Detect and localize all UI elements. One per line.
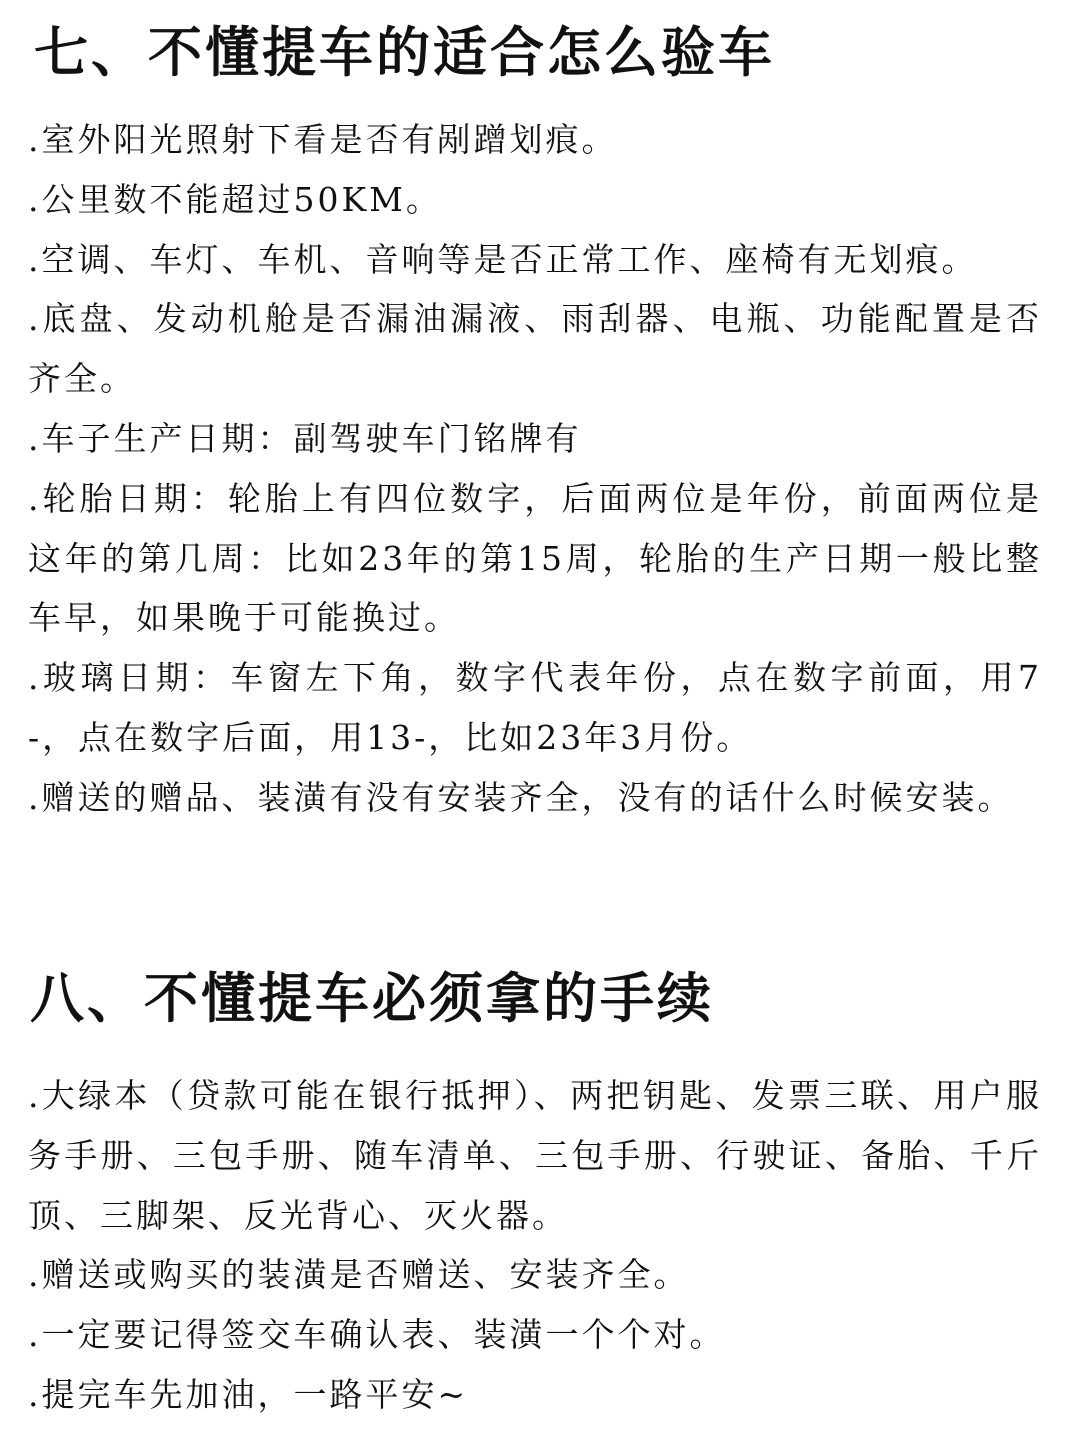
document-item-refuel: .提完车先加油，一路平安~ <box>28 1374 469 1414</box>
inspection-item-tire-date: .轮胎日期：轮胎上有四位数字，后面两位是年份，前面两位是这年的第几周：比如23年的第15周，轮胎的生产日期一般比整车早，如果晚于可能换过。 <box>28 478 1042 638</box>
document-item-decorations: .赠送或购买的装潢是否赠送、安装齐全。 <box>28 1255 690 1295</box>
document-item-papers: .大绿本（贷款可能在银行抵押）、两把钥匙、发票三联、用户服务手册、三包手册、随车清单、三包手册、行驶证、备胎、千斤顶、三脚架、反光背心、灭火器。 <box>28 1076 1042 1235</box>
section-8-title: 八、不懂提车必须拿的手续 <box>30 967 714 1030</box>
inspection-item-production-date: .车子生产日期：副驾驶车门铭牌有 <box>28 418 582 458</box>
inspection-item-paint: .室外阳光照射下看是否有剐蹭划痕。 <box>28 120 618 159</box>
section-7-checklist <box>28 110 1042 828</box>
section-7-title: 七、不懂提车的适合怎么验车 <box>34 21 775 84</box>
document-item-confirmation-form: .一定要记得签交车确认表、装潢一个个对。 <box>28 1315 726 1355</box>
inspection-item-glass-date: .玻璃日期：车窗左下角，数字代表年份，点在数字前面，用7-，点在数字后面，用13-，比如23年3月份。 <box>28 658 1042 757</box>
inspection-item-mileage: .公里数不能超过50KM。 <box>28 179 442 219</box>
inspection-item-gifts: .赠送的赠品、装潢有没有安装齐全，没有的话什么时候安装。 <box>28 777 1014 817</box>
inspection-item-chassis: .底盘、发动机舱是否漏油漏液、雨刮器、电瓶、功能配置是否齐全。 <box>28 299 1042 399</box>
section-8-checklist <box>28 1066 1042 1425</box>
inspection-item-electronics: .空调、车灯、车机、音响等是否正常工作、座椅有无划痕。 <box>28 239 978 279</box>
